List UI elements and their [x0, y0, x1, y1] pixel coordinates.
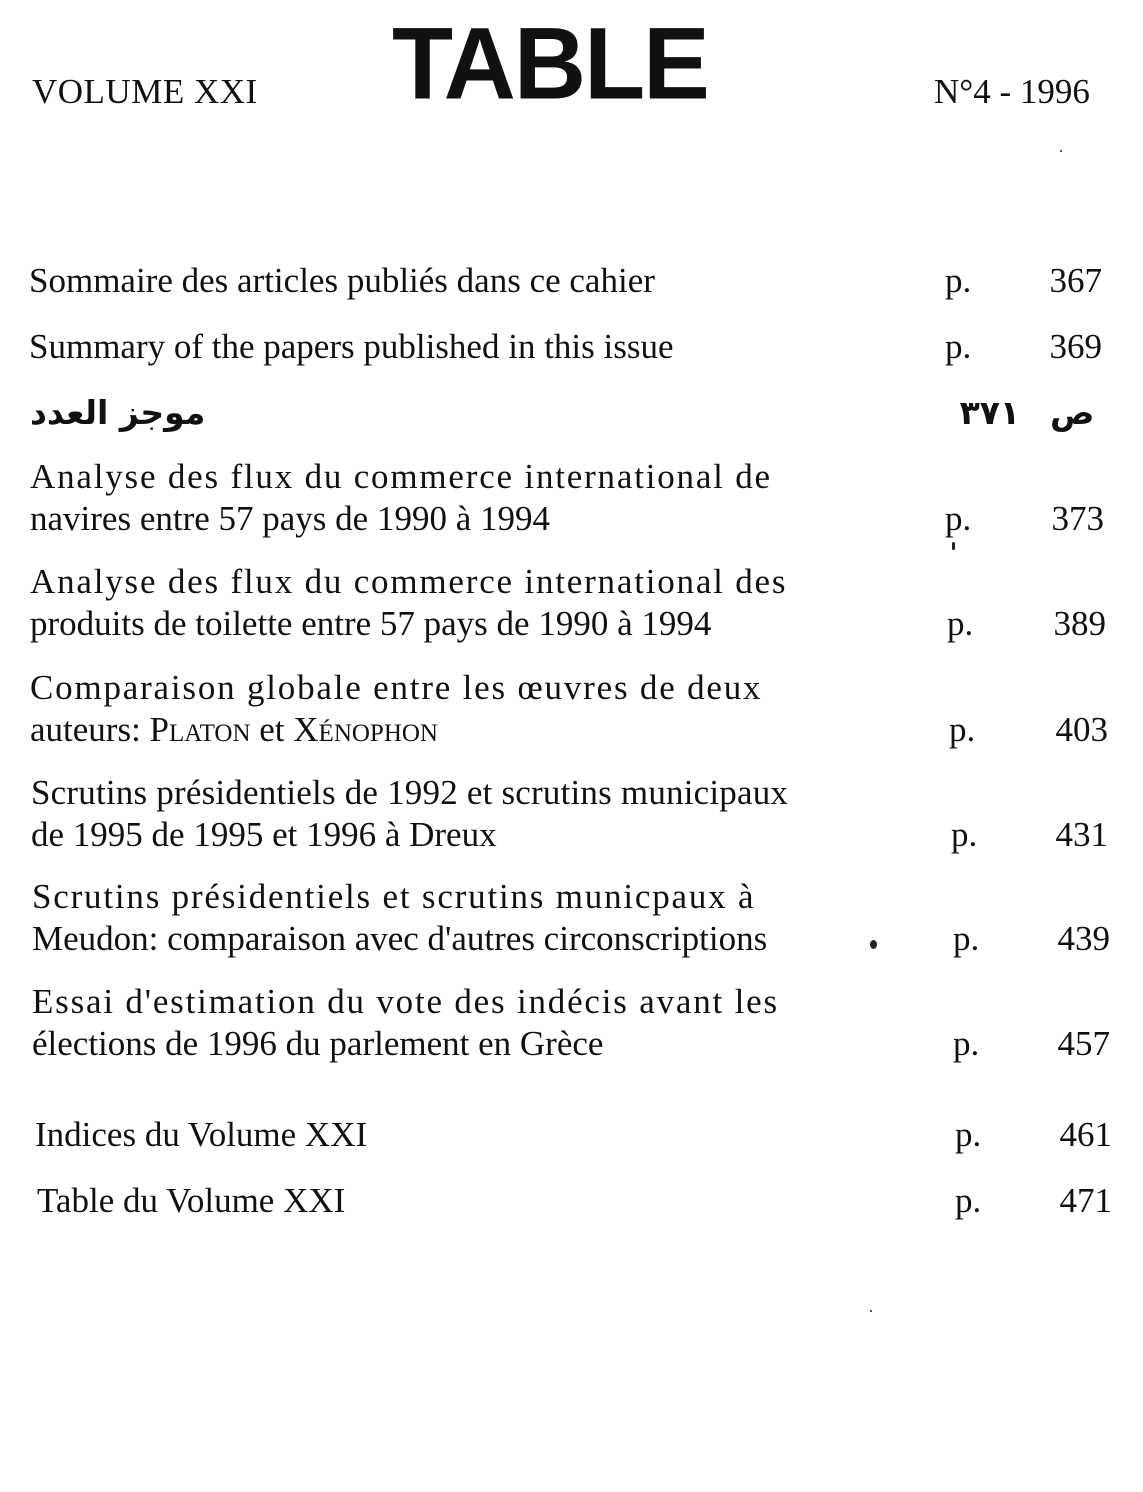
entry-title-line1: Analyse des flux du commerce international des — [30, 562, 788, 601]
entry-title-line1: Scrutins présidentiels et scrutins municpaux à — [32, 877, 756, 916]
entry-title: موجز العدد — [30, 393, 206, 432]
scan-speck — [952, 542, 955, 550]
page-number: 457 — [1057, 1024, 1110, 1063]
page-number: 471 — [1059, 1181, 1112, 1220]
title-text: auteurs: — [30, 710, 150, 749]
scan-speck — [870, 940, 877, 949]
page-prefix: p. — [953, 1024, 980, 1063]
page-number: 389 — [1053, 604, 1106, 643]
entry-title: Indices du Volume XXI — [35, 1115, 368, 1154]
page-prefix: p. — [945, 261, 972, 300]
author-xenophon: Xénophon — [293, 710, 438, 749]
entry-title: Sommaire des articles publiés dans ce cahier — [29, 261, 655, 300]
entry-title-line2: navires entre 57 pays de 1990 à 1994 — [30, 499, 550, 538]
issue-label: N°4 - 1996 — [934, 72, 1090, 111]
entry-title-line2: élections de 1996 du parlement en Grèce — [32, 1024, 604, 1063]
page-prefix: p. — [953, 919, 980, 958]
page-title: TABLE — [392, 6, 708, 122]
page-number: 439 — [1057, 919, 1110, 958]
title-text: et — [250, 710, 294, 749]
page-number: 369 — [1049, 327, 1102, 366]
page-number: ٣٧١ — [959, 393, 1020, 432]
entry-title-line1: Essai d'estimation du vote des indécis avant les — [32, 982, 779, 1021]
page-number: 367 — [1049, 261, 1102, 300]
entry-title-line1: Comparaison globale entre les œuvres de deux — [30, 668, 763, 707]
entry-title: Table du Volume XXI — [37, 1181, 346, 1220]
scan-speck — [870, 1310, 872, 1312]
page-prefix: ص — [1050, 393, 1095, 432]
page-number: 373 — [1051, 499, 1104, 538]
author-platon: Platon — [149, 710, 251, 749]
scan-speck — [1060, 150, 1062, 152]
page-prefix: p. — [951, 815, 978, 854]
volume-label: VOLUME XXI — [32, 72, 258, 111]
page-prefix: p. — [947, 604, 974, 643]
page-prefix: p. — [945, 499, 972, 538]
page-prefix: p. — [945, 327, 972, 366]
entry-title-line1: Scrutins présidentiels de 1992 et scrutins municipaux — [31, 773, 789, 812]
page-prefix: p. — [955, 1181, 982, 1220]
entry-title-line2: Meudon: comparaison avec d'autres circonscriptions — [32, 919, 768, 958]
page-prefix: p. — [955, 1115, 982, 1154]
page-number: 403 — [1055, 710, 1108, 749]
page-number: 461 — [1059, 1115, 1112, 1154]
page-prefix: p. — [949, 710, 976, 749]
entry-title-line2: de 1995 de 1995 et 1996 à Dreux — [31, 815, 497, 854]
entry-title: Summary of the papers published in this issue — [29, 327, 674, 366]
entry-title-line2: produits de toilette entre 57 pays de 1990 à 1994 — [30, 604, 712, 643]
entry-title-line1: Analyse des flux du commerce international de — [30, 457, 772, 496]
entry-title-line2 — [30, 709, 438, 751]
page-number: 431 — [1055, 815, 1108, 854]
